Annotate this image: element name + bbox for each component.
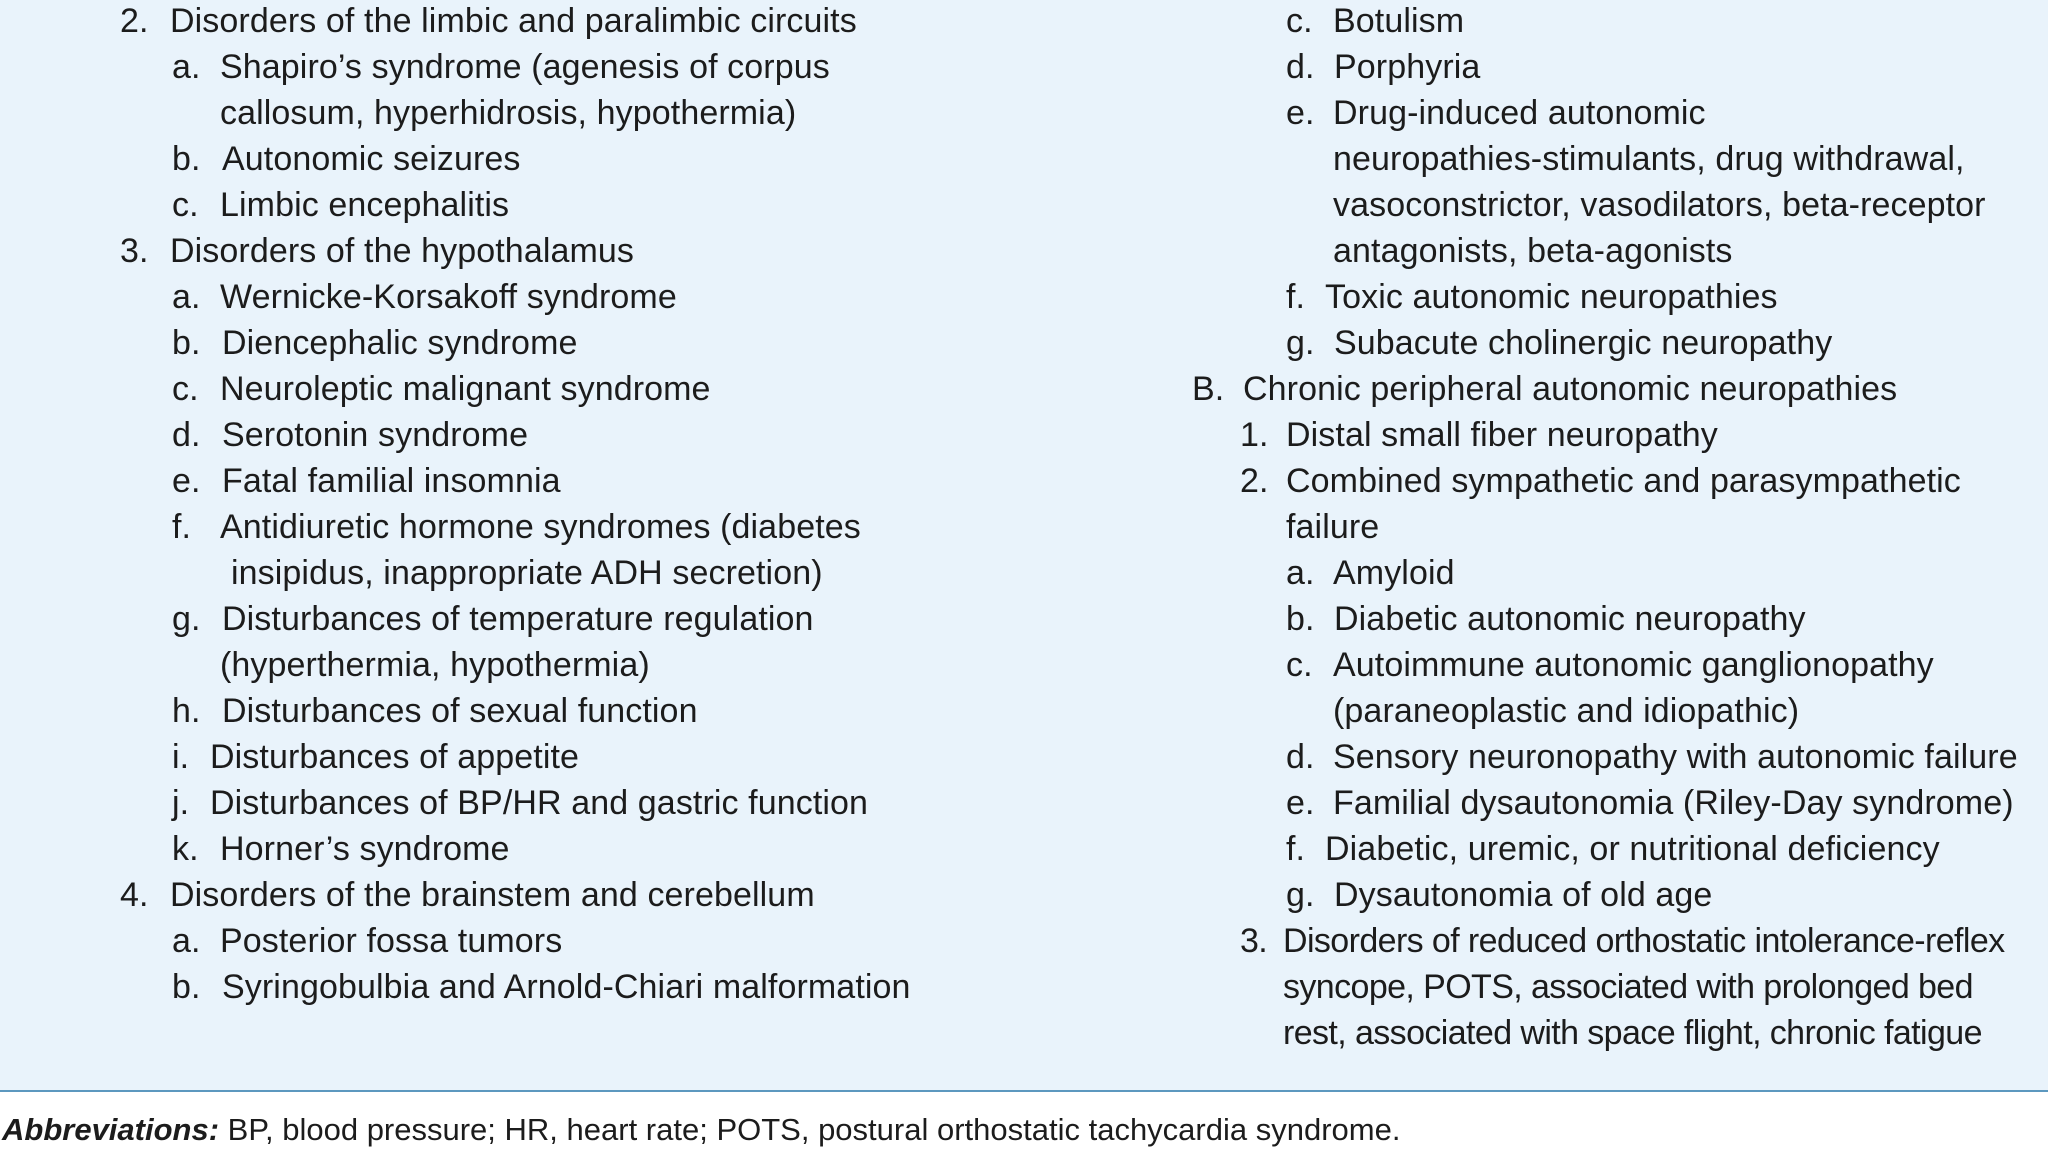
list-marker: j. bbox=[172, 784, 190, 822]
list-item bbox=[1286, 504, 1379, 550]
list-marker: g. bbox=[1286, 876, 1315, 914]
list-item-text: Toxic autonomic neuropathies bbox=[1325, 278, 1778, 316]
list-marker: c. bbox=[1286, 646, 1313, 684]
list-item bbox=[1286, 596, 1806, 642]
list-item-text: Disorders of reduced orthostatic intolerance-reflex bbox=[1283, 922, 2005, 960]
list-marker: c. bbox=[1286, 2, 1313, 40]
list-marker: g. bbox=[172, 600, 201, 638]
list-marker: 1. bbox=[1240, 416, 1269, 454]
list-item-text: vasoconstrictor, vasodilators, beta-receptor bbox=[1333, 186, 1986, 224]
list-item-text: neuropathies-stimulants, drug withdrawal, bbox=[1333, 140, 1965, 178]
table-divider bbox=[0, 1090, 2048, 1092]
list-item bbox=[1283, 964, 1973, 1010]
list-marker: f. bbox=[1286, 830, 1306, 868]
list-marker: 2. bbox=[1240, 462, 1269, 500]
list-marker: b. bbox=[1286, 600, 1315, 638]
list-item bbox=[1283, 1010, 1982, 1056]
list-item bbox=[120, 872, 815, 918]
list-marker: 3. bbox=[1240, 922, 1268, 960]
list-marker: c. bbox=[172, 186, 199, 224]
list-item-text: Neuroleptic malignant syndrome bbox=[220, 370, 711, 408]
list-item-text: Wernicke-Korsakoff syndrome bbox=[220, 278, 677, 316]
list-item-text: Serotonin syndrome bbox=[222, 416, 529, 454]
list-item-text: Subacute cholinergic neuropathy bbox=[1334, 324, 1833, 362]
list-marker: h. bbox=[172, 692, 201, 730]
list-item-text: Familial dysautonomia (Riley-Day syndrome) bbox=[1333, 784, 2014, 822]
list-marker: d. bbox=[172, 416, 201, 454]
list-item bbox=[1286, 550, 1455, 596]
list-item-text: Drug-induced autonomic bbox=[1333, 94, 1706, 132]
list-item-text: Disturbances of appetite bbox=[210, 738, 580, 776]
list-marker: b. bbox=[172, 968, 201, 1006]
list-item bbox=[220, 642, 650, 688]
list-item-text: (paraneoplastic and idiopathic) bbox=[1333, 692, 1800, 730]
list-marker: e. bbox=[172, 462, 201, 500]
list-item-text: Sensory neuronopathy with autonomic failure bbox=[1333, 738, 2018, 776]
list-item-text: Combined sympathetic and parasympathetic bbox=[1286, 462, 1961, 500]
list-item-text: Botulism bbox=[1333, 2, 1465, 40]
list-marker: a. bbox=[1286, 554, 1315, 592]
list-item-text: Diabetic autonomic neuropathy bbox=[1334, 600, 1806, 638]
list-item bbox=[1333, 688, 1799, 734]
list-item bbox=[172, 44, 830, 90]
list-item-text: Disturbances of BP/HR and gastric function bbox=[210, 784, 869, 822]
list-marker: e. bbox=[1286, 94, 1315, 132]
list-item bbox=[1240, 458, 1961, 504]
list-marker: b. bbox=[172, 140, 201, 178]
list-item bbox=[1240, 412, 1718, 458]
list-marker: B. bbox=[1192, 370, 1225, 408]
list-item-text: Disorders of the limbic and paralimbic circuits bbox=[170, 2, 857, 40]
list-item bbox=[1333, 136, 1965, 182]
list-item bbox=[172, 458, 561, 504]
list-item bbox=[172, 182, 509, 228]
list-item bbox=[172, 366, 711, 412]
list-item bbox=[1286, 826, 1940, 872]
list-item bbox=[1286, 642, 1934, 688]
abbreviations-footnote bbox=[2, 1110, 1400, 1150]
list-marker: a. bbox=[172, 922, 201, 960]
list-item-text: (hyperthermia, hypothermia) bbox=[220, 646, 650, 684]
list-item-text: Syringobulbia and Arnold-Chiari malformation bbox=[222, 968, 911, 1006]
list-item-text: Distal small fiber neuropathy bbox=[1286, 416, 1718, 454]
list-item bbox=[1286, 90, 1706, 136]
list-item bbox=[1286, 44, 1480, 90]
list-item bbox=[172, 734, 579, 780]
list-item-text: Diencephalic syndrome bbox=[222, 324, 578, 362]
list-marker: f. bbox=[172, 508, 192, 546]
list-item-text: Fatal familial insomnia bbox=[222, 462, 561, 500]
list-item bbox=[1333, 228, 1733, 274]
list-item-text: Autoimmune autonomic ganglionopathy bbox=[1333, 646, 1934, 684]
abbreviations-label: Abbreviations: bbox=[2, 1112, 220, 1147]
list-item-text: Disturbances of sexual function bbox=[222, 692, 698, 730]
list-marker: 4. bbox=[120, 876, 149, 914]
list-item-text: Diabetic, uremic, or nutritional deficiency bbox=[1325, 830, 1940, 868]
list-item-text: Disorders of the hypothalamus bbox=[170, 232, 635, 270]
list-marker: b. bbox=[172, 324, 201, 362]
list-item bbox=[1286, 274, 1778, 320]
abbreviations-text: BP, blood pressure; HR, heart rate; POTS, postural orthostatic tachycardia syndrome. bbox=[219, 1112, 1401, 1147]
list-item-text: syncope, POTS, associated with prolonged bed bbox=[1283, 968, 1973, 1006]
list-item bbox=[1286, 872, 1712, 918]
list-item bbox=[172, 918, 562, 964]
list-item bbox=[172, 826, 510, 872]
list-item-text: Disorders of the brainstem and cerebellum bbox=[170, 876, 815, 914]
list-item bbox=[220, 90, 796, 136]
list-item bbox=[172, 504, 861, 550]
list-item bbox=[1192, 366, 1897, 412]
list-item-text: Antidiuretic hormone syndromes (diabetes bbox=[220, 508, 861, 546]
list-item bbox=[231, 550, 823, 596]
list-marker: 3. bbox=[120, 232, 149, 270]
list-item bbox=[1286, 320, 1832, 366]
list-item bbox=[172, 274, 677, 320]
list-marker: d. bbox=[1286, 48, 1315, 86]
list-item-text: Autonomic seizures bbox=[222, 140, 521, 178]
list-item-text: failure bbox=[1286, 508, 1380, 546]
list-item-text: Limbic encephalitis bbox=[220, 186, 510, 224]
list-item bbox=[172, 412, 528, 458]
list-marker: a. bbox=[172, 48, 201, 86]
list-marker: d. bbox=[1286, 738, 1315, 776]
list-item bbox=[172, 964, 911, 1010]
list-marker: c. bbox=[172, 370, 199, 408]
list-item-text: callosum, hyperhidrosis, hypothermia) bbox=[220, 94, 797, 132]
list-item bbox=[120, 0, 857, 44]
list-item-text: Porphyria bbox=[1334, 48, 1481, 86]
list-item bbox=[1286, 0, 1464, 44]
list-marker: k. bbox=[172, 830, 199, 868]
list-item-text: Dysautonomia of old age bbox=[1334, 876, 1713, 914]
list-item-text: antagonists, beta-agonists bbox=[1333, 232, 1733, 270]
list-marker: f. bbox=[1286, 278, 1306, 316]
list-item-text: rest, associated with space flight, chronic fatigue bbox=[1283, 1014, 1982, 1052]
list-item bbox=[172, 688, 698, 734]
list-item-text: Shapiro’s syndrome (agenesis of corpus bbox=[220, 48, 830, 86]
list-marker: g. bbox=[1286, 324, 1315, 362]
list-item-text: Amyloid bbox=[1333, 554, 1455, 592]
list-marker: 2. bbox=[120, 2, 149, 40]
list-item bbox=[172, 136, 521, 182]
list-marker: a. bbox=[172, 278, 201, 316]
list-marker: i. bbox=[172, 738, 190, 776]
list-item-text: Chronic peripheral autonomic neuropathies bbox=[1243, 370, 1898, 408]
list-item bbox=[172, 596, 814, 642]
list-item bbox=[1286, 734, 2018, 780]
list-item bbox=[120, 228, 634, 274]
list-marker: e. bbox=[1286, 784, 1315, 822]
list-item-text: insipidus, inappropriate ADH secretion) bbox=[231, 554, 823, 592]
list-item bbox=[172, 320, 578, 366]
list-item-text: Disturbances of temperature regulation bbox=[222, 600, 814, 638]
list-item bbox=[1286, 780, 2014, 826]
list-item-text: Horner’s syndrome bbox=[220, 830, 510, 868]
list-item bbox=[172, 780, 868, 826]
list-item bbox=[1240, 918, 2005, 964]
list-item bbox=[1333, 182, 1986, 228]
list-item-text: Posterior fossa tumors bbox=[220, 922, 563, 960]
